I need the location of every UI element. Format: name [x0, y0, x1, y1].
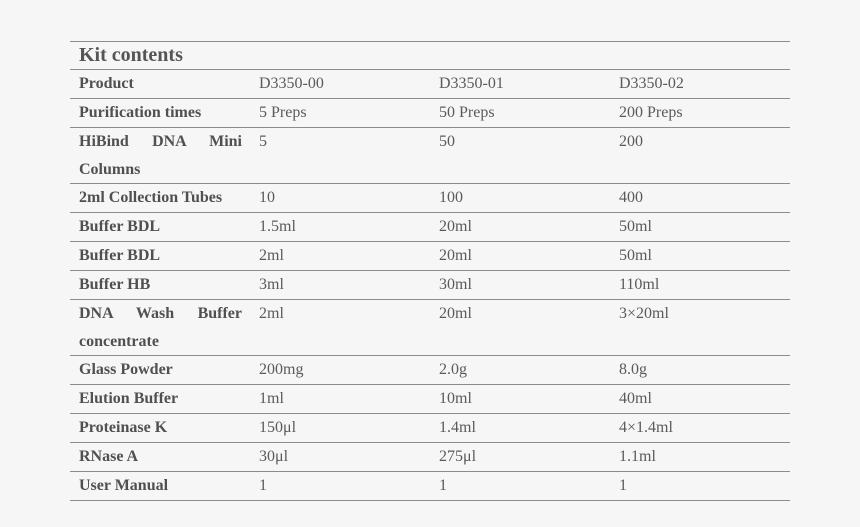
table-row: [70, 472, 790, 501]
row-label: Proteinase K: [79, 419, 168, 436]
table-row: [70, 242, 790, 271]
cell-d3350-01: 50 Preps: [439, 104, 495, 121]
cell-d3350-01: 50: [439, 133, 455, 150]
row-label: Buffer BDL: [79, 247, 161, 264]
cell-d3350-00: 3ml: [259, 276, 284, 293]
row-label: DNA Wash Buffer concentrate: [79, 305, 242, 350]
cell-d3350-02: 400: [619, 189, 643, 206]
cell-d3350-01: 20ml: [439, 305, 472, 322]
row-label: Buffer HB: [79, 276, 151, 293]
cell-d3350-00: 5 Preps: [259, 104, 307, 121]
cell-d3350-01: 100: [439, 189, 463, 206]
cell-d3350-01: 20ml: [439, 247, 472, 264]
table-row: [70, 443, 790, 472]
cell-d3350-02: 50ml: [619, 247, 652, 264]
cell-d3350-02: 8.0g: [619, 361, 647, 378]
cell-d3350-01: 30ml: [439, 276, 472, 293]
cell-d3350-02: 4×1.4ml: [619, 419, 673, 436]
cell-d3350-01: 2.0g: [439, 361, 467, 378]
table-row: [70, 128, 790, 184]
table-row: [70, 271, 790, 300]
table-row: [70, 99, 790, 128]
row-label: Glass Powder: [79, 361, 173, 378]
kit-contents-table: [70, 41, 790, 501]
cell-d3350-00: 1: [259, 477, 267, 494]
cell-d3350-01: 1.4ml: [439, 419, 476, 436]
cell-d3350-00: 200mg: [259, 361, 304, 378]
table-row: [70, 356, 790, 385]
cell-d3350-00: 2ml: [259, 247, 284, 264]
row-label: 2ml Collection Tubes: [79, 189, 223, 206]
cell-d3350-02: 200 Preps: [619, 104, 683, 121]
cell-d3350-00: 1ml: [259, 390, 284, 407]
cell-d3350-00: 2ml: [259, 305, 284, 322]
row-label: Purification times: [79, 104, 202, 121]
cell-d3350-01: 275μl: [439, 448, 477, 465]
table-row: [70, 184, 790, 213]
cell-d3350-02: 1.1ml: [619, 448, 656, 465]
row-label: HiBind DNA Mini Columns: [79, 133, 242, 178]
table-row: [70, 385, 790, 414]
table-row: [70, 414, 790, 443]
cell-d3350-00: 5: [259, 133, 267, 150]
cell-d3350-02: 110ml: [619, 276, 660, 293]
cell-d3350-01: 1: [439, 477, 447, 494]
cell-d3350-01: D3350-01: [439, 75, 504, 92]
cell-d3350-00: 1.5ml: [259, 218, 296, 235]
table-row: [70, 300, 790, 356]
cell-d3350-00: D3350-00: [259, 75, 324, 92]
cell-d3350-00: 150μl: [259, 419, 297, 436]
cell-d3350-02: 40ml: [619, 390, 652, 407]
cell-d3350-02: 50ml: [619, 218, 652, 235]
row-label: User Manual: [79, 477, 169, 494]
table-row: [70, 213, 790, 242]
cell-d3350-00: 30μl: [259, 448, 289, 465]
row-label: Product: [79, 75, 134, 92]
row-label: RNase A: [79, 448, 139, 465]
cell-d3350-02: 3×20ml: [619, 305, 669, 322]
row-label: Buffer BDL: [79, 218, 161, 235]
cell-d3350-00: 10: [259, 189, 275, 206]
cell-d3350-01: 20ml: [439, 218, 472, 235]
table-row: [70, 70, 790, 99]
cell-d3350-02: 200: [619, 133, 643, 150]
cell-d3350-02: 1: [619, 477, 627, 494]
table-title: Kit contents: [70, 42, 790, 70]
row-label: Elution Buffer: [79, 390, 179, 407]
cell-d3350-02: D3350-02: [619, 75, 684, 92]
cell-d3350-01: 10ml: [439, 390, 472, 407]
